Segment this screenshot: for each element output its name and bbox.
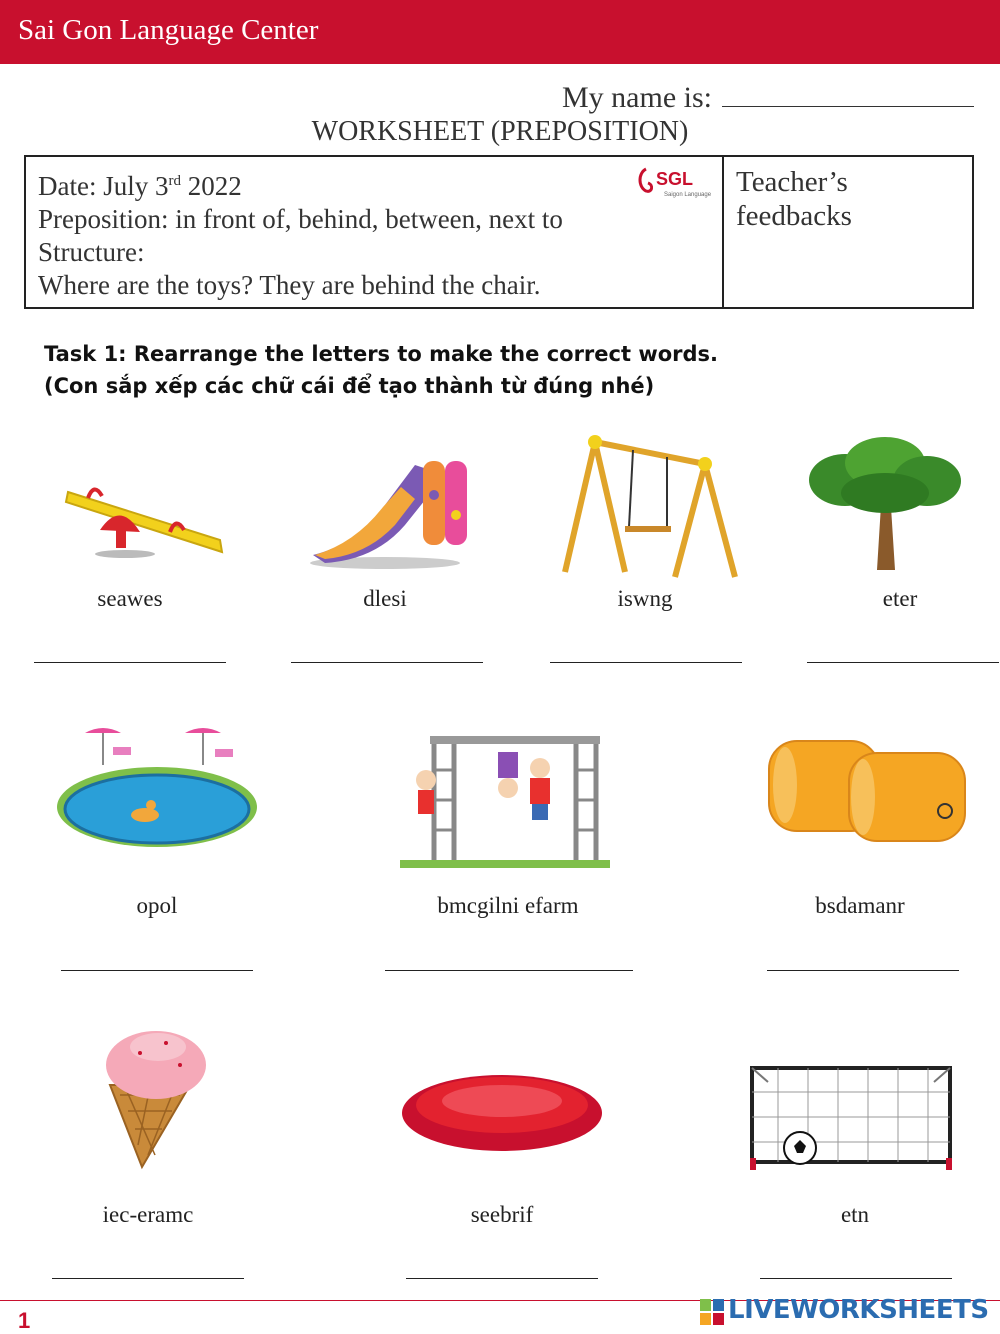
structure-line: Structure: [38, 237, 145, 267]
seesaw-picture [60, 470, 230, 570]
answer-blank[interactable] [61, 970, 253, 971]
scrambled-word: opol [136, 893, 178, 918]
date-line [38, 165, 563, 203]
scrambled-word: iswng [617, 586, 673, 611]
answer-blank[interactable] [807, 662, 999, 663]
name-label: My name is: [562, 81, 712, 114]
date-prefix: Date: July 3 [38, 171, 169, 201]
scrambled-word: dlesi [363, 586, 407, 611]
logo-sub: Saigon Language [664, 192, 712, 198]
swing-picture [555, 432, 745, 582]
frisbee-picture [400, 1065, 605, 1155]
info-text [38, 165, 563, 302]
logo-text: SGL [656, 169, 694, 189]
tree-picture [805, 435, 965, 575]
answer-blank[interactable] [767, 970, 959, 971]
climbing-frame-picture [400, 730, 610, 870]
net-picture [748, 1062, 958, 1172]
answer-blank[interactable] [291, 662, 483, 663]
scrambled-word: seawes [97, 586, 163, 611]
pool-picture [55, 725, 260, 850]
answer-blank[interactable] [406, 1278, 598, 1279]
ice-cream-picture [100, 1025, 220, 1170]
scrambled-word: eter [882, 586, 918, 611]
box-divider [722, 157, 724, 307]
answer-blank[interactable] [52, 1278, 244, 1279]
liveworksheets-icon [700, 1299, 724, 1325]
date-sup: rd [168, 173, 181, 189]
liveworksheets-logo [700, 1295, 998, 1329]
scrambled-word: iec-eramc [102, 1202, 194, 1227]
preposition-line: Preposition: in front of, behind, between, next to [38, 204, 563, 234]
header-bar [0, 0, 1000, 64]
teacher-feedback-label: Teacher’s feedbacks [736, 166, 852, 232]
center-name: Sai Gon Language Center [18, 14, 319, 46]
worksheet-title: WORKSHEET (PREPOSITION) [311, 116, 689, 147]
answer-blank[interactable] [385, 970, 633, 971]
scrambled-word: bsdamanr [815, 893, 905, 918]
page-number: 1 [18, 1308, 31, 1333]
scrambled-word: bmcgilni efarm [437, 893, 579, 918]
name-blank[interactable] [722, 80, 974, 107]
scrambled-word: seebrif [470, 1202, 534, 1227]
info-box [24, 155, 974, 309]
answer-blank[interactable] [550, 662, 742, 663]
answer-blank[interactable] [760, 1278, 952, 1279]
liveworksheets-text: LIVEWORKSHEETS [728, 1295, 989, 1325]
name-line [562, 80, 974, 115]
answer-blank[interactable] [34, 662, 226, 663]
sgl-logo [636, 165, 712, 199]
date-suffix: 2022 [180, 171, 242, 201]
task1-title: Task 1: Rearrange the letters to make the correct words. [44, 342, 719, 366]
task1-subtitle: (Con sắp xếp các chữ cái để tạo thành từ đúng nhé) [44, 374, 655, 398]
task1-heading [44, 338, 718, 402]
example-line: Where are the toys? They are behind the chair. [38, 270, 541, 300]
slide-picture [305, 455, 475, 570]
scrambled-word: etn [840, 1202, 870, 1227]
armbands-picture [765, 735, 970, 845]
